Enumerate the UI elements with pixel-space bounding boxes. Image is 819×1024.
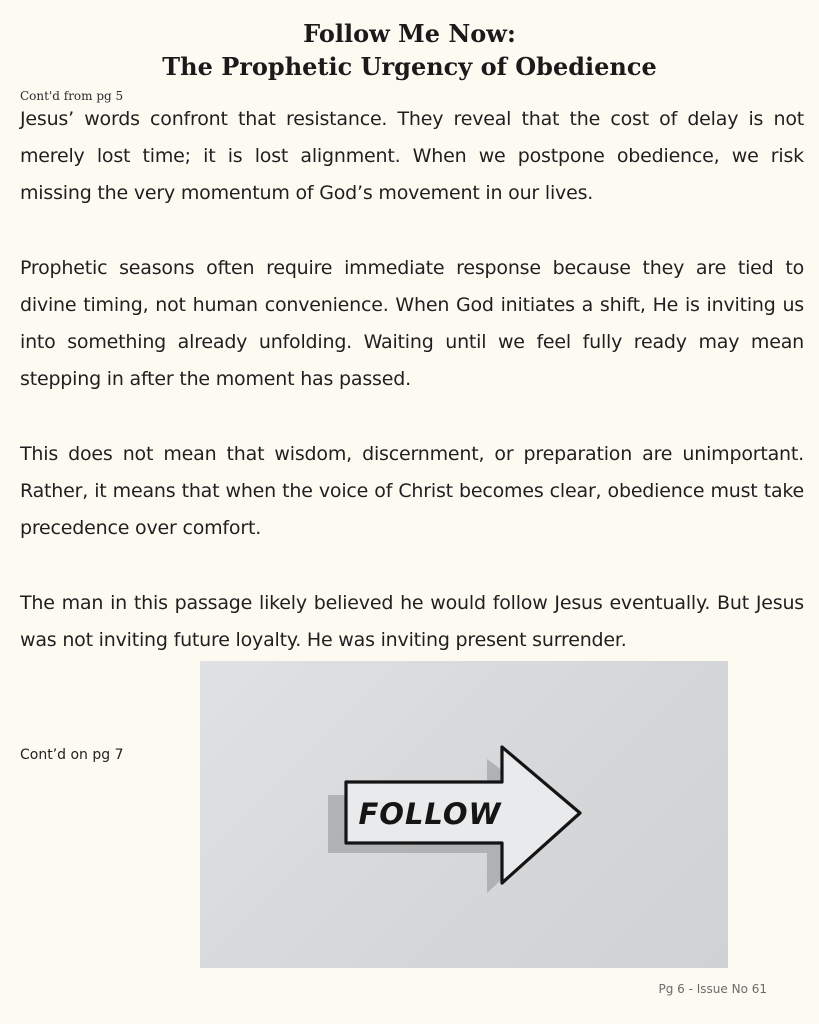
follow-arrow-photo — [200, 661, 728, 968]
article-paragraph-2: Prophetic seasons often require immediate response because they are tied to divine timing, not human convenience. When God initiates a shift, He is inviting us into something already unfolding. Waiting until we feel fully ready may mean stepping in after the moment has passed. — [20, 257, 804, 390]
arrow-label: FOLLOW — [358, 797, 502, 831]
page-title-line-2: The Prophetic Urgency of Obedience — [162, 52, 657, 81]
article-paragraph-4: The man in this passage likely believed he would follow Jesus eventually. But Jesus was not inviting future loyalty. He was inviting present surrender. — [20, 592, 804, 651]
continued-on-note: Cont’d on pg 7 — [20, 747, 124, 763]
continued-from-note: Cont'd from pg 5 — [20, 89, 124, 103]
page-title-line-1: Follow Me Now: — [303, 19, 516, 48]
article-paragraph-3: This does not mean that wisdom, discernment, or preparation are unimportant. Rather, it means that when the voice of Christ becomes clear, obedience must take precedence over comfort. — [20, 443, 804, 539]
article-paragraph-1: Jesus’ words confront that resistance. They reveal that the cost of delay is not merely lost time; it is lost alignment. When we postpone obedience, we risk missing the very momentum of God’s movement in our lives. — [20, 108, 804, 204]
page-footer: Pg 6 - Issue No 61 — [658, 982, 767, 996]
follow-arrow-drawing — [200, 661, 728, 968]
